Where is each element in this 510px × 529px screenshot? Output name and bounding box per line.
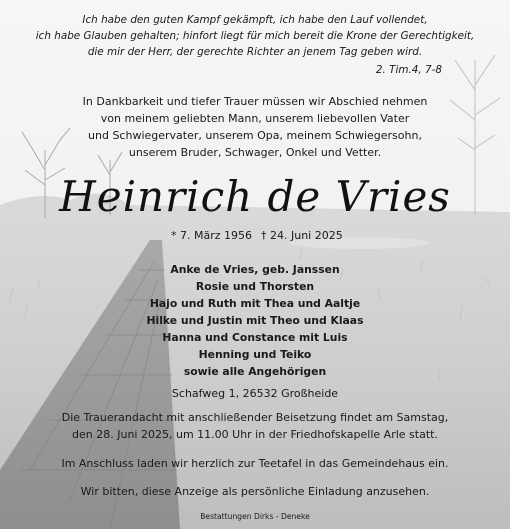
intro-line: unserem Bruder, Schwager, Onkel und Vetter. <box>128 146 382 159</box>
family-member: Rosie und Thorsten <box>195 280 315 293</box>
intro-line: In Dankbarkeit und tiefer Trauer müssen wir Abschied nehmen <box>82 95 428 108</box>
undertaker: Bestattungen Dirks - Deneke <box>200 512 310 521</box>
quote-line: Ich habe den guten Kampf gekämpft, ich habe den Lauf vollendet, <box>82 14 428 26</box>
service-line: Die Trauerandacht mit anschließender Beisetzung findet am Samstag, <box>61 411 449 424</box>
quote-reference: 2. Tim.4, 7-8 <box>375 64 442 76</box>
address: Schafweg 1, 26532 Großheide <box>171 387 339 400</box>
family-member: Hajo und Ruth mit Thea und Aaltje <box>149 297 361 310</box>
intro-line: und Schwiegervater, unserem Opa, meinem Schwiegersohn, <box>88 129 422 142</box>
teatime-note: Im Anschluss laden wir herzlich zur Teetafel in das Gemeindehaus ein. <box>61 457 449 470</box>
death-date: † 24. Juni 2025 <box>261 229 343 242</box>
family-member: Hilke und Justin mit Theo und Klaas <box>146 314 364 327</box>
quote-line: ich habe Glauben gehalten; hinfort liegt für mich bereit die Krone der Gerechtigkeit, <box>35 30 475 42</box>
family-member: Henning und Teiko <box>198 348 312 361</box>
service-line: den 28. Juni 2025, um 11.00 Uhr in der Friedhofskapelle Arle statt. <box>72 428 438 441</box>
birth-date: * 7. März 1956 <box>171 229 253 242</box>
deceased-name: Heinrich de Vries <box>59 172 451 221</box>
intro-line: von meinem geliebten Mann, unserem liebevollen Vater <box>100 112 410 125</box>
invitation-note: Wir bitten, diese Anzeige als persönliche Einladung anzusehen. <box>80 485 430 498</box>
family-member: Anke de Vries, geb. Janssen <box>170 263 340 276</box>
family-member: sowie alle Angehörigen <box>183 365 327 378</box>
quote-line: die mir der Herr, der gerechte Richter an jenem Tag geben wird. <box>87 46 423 58</box>
family-member: Hanna und Constance mit Luis <box>162 331 348 344</box>
